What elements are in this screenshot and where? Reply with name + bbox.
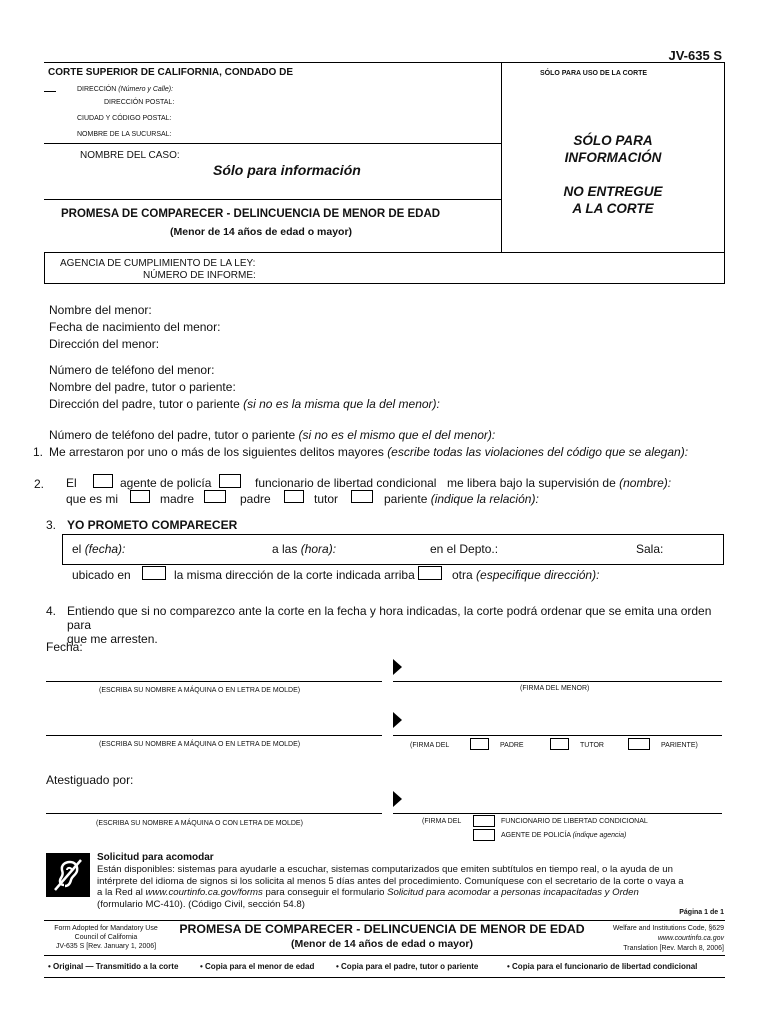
- accommodation-line: [97, 887, 725, 899]
- item3-number: 3.: [46, 518, 57, 532]
- report-number-label: NÚMERO DE INFORME:: [143, 270, 256, 281]
- sig-guardian-label: TUTOR: [580, 742, 604, 749]
- footer-subtitle: (Menor de 14 años de edad o mayor): [290, 938, 474, 950]
- sign-here-arrow-icon: [393, 791, 402, 807]
- mother-label: madre: [160, 492, 195, 506]
- probation-officer-checkbox[interactable]: [473, 815, 495, 827]
- mother-checkbox[interactable]: [130, 490, 150, 503]
- relative-label: [384, 492, 539, 506]
- probation-officer-label: FUNCIONARIO DE LIBERTAD CONDICIONAL: [501, 818, 648, 825]
- print-name-caption: (ESCRIBA SU NOMBRE A MÁQUINA O EN LETRA DE MOLDE): [99, 741, 301, 748]
- item1-note: (escribe todas las violaciones del código que se alegan):: [387, 445, 689, 459]
- relative-text: pariente: [384, 492, 428, 506]
- info-only-text: Sólo para información: [213, 162, 361, 178]
- other-address-text: otra: [452, 568, 473, 582]
- dept-label: en el Depto.:: [430, 542, 499, 556]
- footer-left-line: JV-635 S [Rev. January 1, 2006]: [55, 943, 157, 950]
- police-officer-note: (indique agencia): [572, 832, 627, 839]
- guardian-checkbox[interactable]: [284, 490, 304, 503]
- sign-here-arrow-icon: [393, 712, 402, 728]
- item4-line: que me arresten.: [67, 632, 158, 646]
- sig-relative-label: PARIENTE): [661, 742, 698, 749]
- branch-name-label: NOMBRE DE LA SUCURSAL:: [77, 131, 172, 138]
- item1-text: [49, 445, 688, 459]
- accommodation-text-part: a la Red al: [97, 887, 146, 899]
- item2-number: 2.: [34, 477, 45, 491]
- parent-phone-text: Número de teléfono del padre, tutor o pariente: [49, 428, 296, 442]
- sig-guardian-checkbox[interactable]: [550, 738, 569, 750]
- court-use-only: SÓLO PARA USO DE LA CORTE: [540, 70, 648, 77]
- police-officer-label: [501, 832, 626, 839]
- case-name-top-rule: [44, 143, 501, 144]
- appear-date-note: (fecha):: [84, 542, 126, 556]
- witness-signature-line[interactable]: [393, 813, 722, 814]
- footer-right: [613, 924, 724, 954]
- parent-name-line[interactable]: [46, 735, 382, 736]
- ear-icon: [46, 853, 90, 897]
- item4-text: [67, 604, 717, 646]
- forms-link[interactable]: www.courtinfo.ca.gov/forms: [145, 887, 263, 899]
- parent-name-label: Nombre del padre, tutor o pariente:: [49, 380, 236, 394]
- minor-address-label: Dirección del menor:: [49, 337, 160, 351]
- parent-address-text: Dirección del padre, tutor o pariente: [49, 397, 240, 411]
- date-label: Fecha:: [46, 640, 83, 654]
- stamp-line: NO ENTREGUE: [563, 184, 663, 199]
- form-subtitle: (Menor de 14 años de edad o mayor): [170, 226, 353, 238]
- address-field: [77, 86, 173, 93]
- father-checkbox[interactable]: [204, 490, 226, 503]
- footer-right-line: Welfare and Institutions Code, §629: [612, 925, 724, 932]
- accommodation-line: Están disponibles: sistemas para ayudarle a escuchar, sistemas computarizados que emiten subtítulos en tiempo real, o la ayuda de un: [97, 864, 673, 875]
- appearance-box: [62, 534, 724, 565]
- minor-dob-label: Fecha de nacimiento del menor:: [49, 320, 221, 334]
- distribution-probation: • Copia para el funcionario de libertad condicional: [507, 962, 698, 971]
- footer-title: PROMESA DE COMPARECER - DELINCUENCIA DE MENOR DE EDAD: [179, 922, 585, 936]
- footer-right-line: Translation [Rev. March 8, 2006]: [623, 945, 724, 952]
- minor-signature-caption: (FIRMA DEL MENOR): [520, 685, 590, 692]
- print-name-caption: (ESCRIBA SU NOMBRE A MÁQUINA O CON LETRA DE MOLDE): [96, 820, 303, 827]
- postal-address-label: DIRECCIÓN POSTAL:: [104, 99, 175, 106]
- officer-label: agente de policía: [120, 476, 212, 490]
- parent-phone-note: (si no es el mismo que el del menor):: [298, 428, 496, 442]
- accommodation-text-part: para conseguir el formulario: [262, 887, 388, 899]
- parent-address-note: (si no es la misma que la del menor):: [243, 397, 440, 411]
- sig-parent-label: PADRE: [500, 742, 524, 749]
- stamp-spacer: [502, 166, 724, 183]
- relative-checkbox[interactable]: [351, 490, 373, 503]
- probation-checkbox[interactable]: [219, 474, 241, 488]
- parent-signature-line[interactable]: [393, 735, 722, 736]
- distribution-parent: • Copia para el padre, tutor o pariente: [336, 962, 479, 971]
- located-label: ubicado en: [72, 568, 131, 582]
- witness-signature-caption: (FIRMA DEL: [422, 818, 462, 825]
- guardian-label: tutor: [314, 492, 339, 506]
- minor-signature-line[interactable]: [393, 681, 722, 682]
- police-officer-text: AGENTE DE POLICÍA: [501, 832, 571, 839]
- accommodation-line: intérprete del idioma de signos si los solicita al menos 5 días antes del procedimiento. Comuníquese con el secretario de la corte o vaya a: [97, 875, 684, 887]
- appear-date-label: [72, 542, 125, 556]
- relative-note: (indique la relación):: [430, 492, 539, 506]
- appear-time-label: [272, 542, 336, 556]
- title-top-rule: [44, 199, 501, 200]
- minor-phone-label: Número de teléfono del menor:: [49, 363, 215, 377]
- city-zip-label: CIUDAD Y CÓDIGO POSTAL:: [77, 115, 172, 122]
- appear-time-text: a las: [272, 542, 298, 556]
- minor-name-label: Nombre del menor:: [49, 303, 152, 317]
- distribution-minor: • Copia para el menor de edad: [200, 962, 315, 971]
- case-name-label: NOMBRE DEL CASO:: [80, 150, 180, 161]
- address-label-italic: (Número y Calle):: [118, 86, 174, 93]
- stamp-line: A LA CORTE: [572, 201, 654, 216]
- sig-parent-checkbox[interactable]: [470, 738, 489, 750]
- footer-distribution-top-rule: [44, 955, 725, 956]
- item3-heading: YO PROMETO COMPARECER: [67, 518, 238, 532]
- accommodation-line: (formulario MC-410). (Código Civil, sección 54.8): [97, 898, 305, 910]
- stamp-line: SÓLO PARA: [573, 133, 653, 148]
- same-address-label: la misma dirección de la corte indicada arriba: [174, 568, 415, 582]
- releases-text: me libera bajo la supervisión de: [447, 476, 616, 490]
- page-number: Página 1 de 1: [679, 909, 724, 916]
- item1-main: Me arrestaron por uno o más de los siguientes delitos mayores: [49, 445, 384, 459]
- distribution-original: • Original — Transmitido a la corte: [48, 962, 179, 971]
- form-number: JV-635 S: [668, 48, 722, 63]
- agency-label: AGENCIA DE CUMPLIMIENTO DE LA LEY:: [60, 258, 256, 269]
- parent-address-label: [49, 397, 440, 411]
- other-address-label: [452, 568, 599, 582]
- stamp-line: INFORMACIÓN: [564, 150, 662, 165]
- footer-distribution-bottom-rule: [44, 977, 725, 978]
- header-right-edge: [724, 62, 725, 252]
- sign-here-arrow-icon: [393, 659, 402, 675]
- address-marker: [44, 91, 56, 92]
- print-name-caption: (ESCRIBA SU NOMBRE A MÁQUINA O EN LETRA DE MOLDE): [99, 687, 301, 694]
- minor-name-line[interactable]: [46, 681, 382, 682]
- que-es-mi-label: que es mi: [66, 492, 119, 506]
- releases-label: [447, 476, 671, 490]
- info-only-stamp: [502, 132, 724, 217]
- item1-number: 1.: [33, 445, 44, 459]
- same-address-checkbox[interactable]: [142, 566, 166, 580]
- sig-relative-checkbox[interactable]: [628, 738, 650, 750]
- court-header: CORTE SUPERIOR DE CALIFORNIA, CONDADO DE: [48, 67, 294, 78]
- parent-phone-label: [49, 428, 495, 442]
- releases-note: (nombre):: [619, 476, 672, 490]
- footer-left-line: Council of California: [74, 934, 138, 941]
- appear-date-text: el: [72, 542, 82, 556]
- accommodation-title: Solicitud para acomodar: [97, 852, 214, 863]
- item2-el: El: [66, 476, 77, 490]
- witness-name-line[interactable]: [46, 813, 382, 814]
- accommodation-form-name: Solicitud para acomodar a personas incapacitadas y Orden: [387, 887, 639, 899]
- header-top-rule: [44, 62, 725, 63]
- appear-time-note: (hora):: [300, 542, 337, 556]
- witnessed-by-label: Atestiguado por:: [46, 773, 134, 787]
- probation-label: funcionario de libertad condicional: [255, 476, 437, 490]
- footer-left: [46, 924, 166, 951]
- other-address-note: (especifique dirección):: [476, 568, 600, 582]
- accommodation-text: [97, 864, 725, 910]
- footer-left-line: Form Adopted for Mandatory Use: [54, 925, 158, 932]
- courtinfo-link[interactable]: www.courtinfo.ca.gov: [657, 935, 724, 942]
- hearing-assistance-icon: [46, 853, 90, 897]
- address-label: DIRECCIÓN: [77, 86, 117, 93]
- parent-signature-caption: (FIRMA DEL: [410, 742, 450, 749]
- officer-checkbox[interactable]: [93, 474, 113, 488]
- footer-top-rule: [44, 920, 725, 921]
- item4-line: Entiendo que si no comparezco ante la corte en la fecha y hora indicadas, la corte podrá ordenar que se emita una orden para: [67, 604, 712, 632]
- form-title: PROMESA DE COMPARECER - DELINCUENCIA DE MENOR DE EDAD: [61, 208, 441, 220]
- police-officer-checkbox[interactable]: [473, 829, 495, 841]
- room-label: Sala:: [636, 542, 664, 556]
- father-label: padre: [240, 492, 271, 506]
- item4-number: 4.: [46, 604, 57, 618]
- other-address-checkbox[interactable]: [418, 566, 442, 580]
